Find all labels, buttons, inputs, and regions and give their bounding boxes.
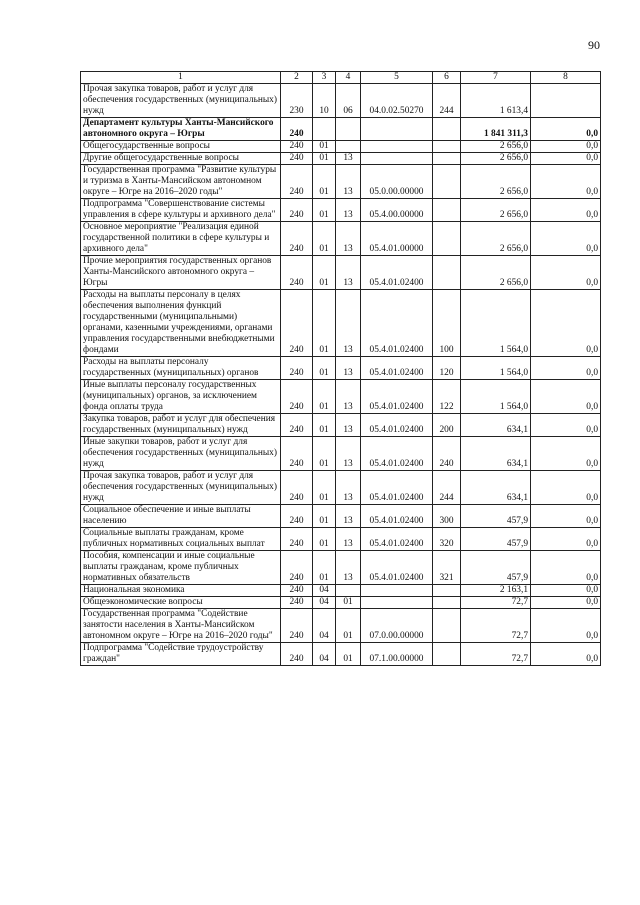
row-expense-type-cell — [433, 597, 461, 609]
row-subsection-cell: 13 — [336, 256, 361, 290]
row-expense-type-cell: 300 — [433, 505, 461, 528]
row-target-article-cell — [361, 118, 433, 141]
row-amount2-cell: 0,0 — [531, 505, 601, 528]
row-amount2-cell: 0,0 — [531, 597, 601, 609]
row-name-cell: Департамент культуры Ханты-Мансийского автономного округа – Югры — [81, 118, 281, 141]
row-subsection-cell: 13 — [336, 528, 361, 551]
row-expense-type-cell — [433, 222, 461, 256]
row-section-cell: 04 — [313, 609, 336, 643]
row-amount2-cell: 0,0 — [531, 357, 601, 380]
row-target-article-cell: 05.4.01.02400 — [361, 528, 433, 551]
row-amount-cell: 457,9 — [461, 505, 531, 528]
row-subsection-cell: 01 — [336, 597, 361, 609]
row-subsection-cell: 06 — [336, 84, 361, 118]
row-section-cell: 04 — [313, 597, 336, 609]
row-amount-cell: 2 656,0 — [461, 256, 531, 290]
row-amount-cell: 1 841 311,3 — [461, 118, 531, 141]
row-code-cell: 240 — [281, 551, 313, 585]
row-amount2-cell: 0,0 — [531, 380, 601, 414]
row-amount2-cell: 0,0 — [531, 199, 601, 222]
row-expense-type-cell: 320 — [433, 528, 461, 551]
row-name-cell: Прочая закупка товаров, работ и услуг для обеспечения государственных (муниципальных) нужд — [81, 471, 281, 505]
row-name-cell: Государственная программа "Развитие культуры и туризма в Ханты-Мансийском автономном округе – Югре на 2016–2020 годы" — [81, 165, 281, 199]
row-code-cell: 240 — [281, 471, 313, 505]
row-section-cell: 01 — [313, 256, 336, 290]
row-amount-cell: 1 613,4 — [461, 84, 531, 118]
row-name-cell: Основное мероприятие "Реализация единой государственной политики в сфере культуры и архивного дела" — [81, 222, 281, 256]
table-row — [81, 597, 601, 609]
row-subsection-cell: 13 — [336, 471, 361, 505]
column-header: 5 — [361, 72, 433, 84]
row-section-cell: 01 — [313, 551, 336, 585]
table-row — [81, 290, 601, 357]
row-expense-type-cell: 321 — [433, 551, 461, 585]
row-code-cell: 240 — [281, 505, 313, 528]
row-expense-type-cell — [433, 199, 461, 222]
row-section-cell: 01 — [313, 290, 336, 357]
row-section-cell — [313, 118, 336, 141]
row-expense-type-cell — [433, 165, 461, 199]
row-subsection-cell: 13 — [336, 505, 361, 528]
table-row — [81, 609, 601, 643]
row-section-cell: 01 — [313, 153, 336, 165]
row-amount2-cell: 0,0 — [531, 471, 601, 505]
row-code-cell: 240 — [281, 199, 313, 222]
row-target-article-cell — [361, 153, 433, 165]
row-name-cell: Национальная экономика — [81, 585, 281, 597]
row-code-cell: 240 — [281, 437, 313, 471]
row-amount-cell: 72,7 — [461, 609, 531, 643]
row-subsection-cell — [336, 585, 361, 597]
row-expense-type-cell — [433, 141, 461, 153]
column-header: 7 — [461, 72, 531, 84]
column-header: 4 — [336, 72, 361, 84]
row-amount2-cell: 0,0 — [531, 585, 601, 597]
row-target-article-cell: 05.4.01.02400 — [361, 437, 433, 471]
row-amount2-cell: 0,0 — [531, 118, 601, 141]
row-code-cell: 240 — [281, 585, 313, 597]
row-target-article-cell: 05.4.01.02400 — [361, 471, 433, 505]
row-target-article-cell: 05.4.01.02400 — [361, 414, 433, 437]
row-target-article-cell: 07.1.00.00000 — [361, 643, 433, 666]
row-amount-cell: 72,7 — [461, 643, 531, 666]
table-row — [81, 528, 601, 551]
row-amount-cell: 72,7 — [461, 597, 531, 609]
table-row — [81, 357, 601, 380]
row-amount-cell: 457,9 — [461, 528, 531, 551]
row-subsection-cell: 13 — [336, 357, 361, 380]
row-amount-cell: 1 564,0 — [461, 380, 531, 414]
row-amount-cell: 2 656,0 — [461, 153, 531, 165]
row-expense-type-cell: 120 — [433, 357, 461, 380]
row-name-cell: Закупка товаров, работ и услуг для обеспечения государственных (муниципальных) нужд — [81, 414, 281, 437]
row-section-cell: 04 — [313, 585, 336, 597]
row-subsection-cell: 13 — [336, 153, 361, 165]
row-code-cell: 240 — [281, 357, 313, 380]
table-row — [81, 141, 601, 153]
row-target-article-cell: 05.4.01.02400 — [361, 256, 433, 290]
column-header: 2 — [281, 72, 313, 84]
table-row — [81, 222, 601, 256]
row-code-cell: 240 — [281, 414, 313, 437]
table-row — [81, 437, 601, 471]
row-name-cell: Иные выплаты персоналу государственных (муниципальных) органов, за исключением фонда оплаты труда — [81, 380, 281, 414]
row-subsection-cell: 13 — [336, 551, 361, 585]
row-section-cell: 01 — [313, 528, 336, 551]
table-row — [81, 165, 601, 199]
row-amount-cell: 457,9 — [461, 551, 531, 585]
column-header: 3 — [313, 72, 336, 84]
row-name-cell: Прочие мероприятия государственных органов Ханты-Мансийского автономного округа – Югры — [81, 256, 281, 290]
row-target-article-cell: 05.4.01.02400 — [361, 357, 433, 380]
table-body — [81, 84, 601, 666]
row-amount-cell: 2 656,0 — [461, 222, 531, 256]
row-amount-cell: 634,1 — [461, 414, 531, 437]
table-row — [81, 643, 601, 666]
row-amount2-cell: 0,0 — [531, 290, 601, 357]
row-section-cell: 04 — [313, 643, 336, 666]
row-code-cell: 240 — [281, 528, 313, 551]
row-section-cell: 01 — [313, 165, 336, 199]
row-amount-cell: 1 564,0 — [461, 357, 531, 380]
row-amount-cell: 2 656,0 — [461, 165, 531, 199]
row-code-cell: 240 — [281, 118, 313, 141]
row-code-cell: 240 — [281, 153, 313, 165]
row-code-cell: 240 — [281, 222, 313, 256]
row-amount2-cell: 0,0 — [531, 437, 601, 471]
row-target-article-cell: 04.0.02.50270 — [361, 84, 433, 118]
budget-table — [80, 71, 601, 666]
row-expense-type-cell: 122 — [433, 380, 461, 414]
row-name-cell: Иные закупки товаров, работ и услуг для обеспечения государственных (муниципальных) нужд — [81, 437, 281, 471]
row-subsection-cell — [336, 141, 361, 153]
row-expense-type-cell — [433, 118, 461, 141]
row-amount-cell: 634,1 — [461, 437, 531, 471]
row-amount2-cell: 0,0 — [531, 256, 601, 290]
row-target-article-cell: 05.4.01.02400 — [361, 505, 433, 528]
row-amount-cell: 2 163,1 — [461, 585, 531, 597]
column-header: 8 — [531, 72, 601, 84]
row-expense-type-cell: 244 — [433, 471, 461, 505]
row-amount2-cell: 0,0 — [531, 165, 601, 199]
table-row — [81, 256, 601, 290]
page-number: 90 — [588, 38, 600, 52]
row-name-cell: Пособия, компенсации и иные социальные выплаты гражданам, кроме публичных нормативных обязательств — [81, 551, 281, 585]
row-code-cell: 240 — [281, 141, 313, 153]
row-code-cell: 240 — [281, 643, 313, 666]
table-row — [81, 505, 601, 528]
row-expense-type-cell: 244 — [433, 84, 461, 118]
table-row — [81, 84, 601, 118]
row-code-cell: 240 — [281, 609, 313, 643]
row-code-cell: 240 — [281, 165, 313, 199]
row-target-article-cell: 05.4.01.02400 — [361, 380, 433, 414]
row-expense-type-cell — [433, 256, 461, 290]
table-row — [81, 118, 601, 141]
row-target-article-cell — [361, 597, 433, 609]
table-row — [81, 551, 601, 585]
row-section-cell: 01 — [313, 222, 336, 256]
row-name-cell: Расходы на выплаты персоналу государственных (муниципальных) органов — [81, 357, 281, 380]
row-section-cell: 01 — [313, 199, 336, 222]
row-target-article-cell — [361, 141, 433, 153]
row-amount2-cell: 0,0 — [531, 414, 601, 437]
row-amount2-cell: 0,0 — [531, 643, 601, 666]
row-code-cell: 240 — [281, 597, 313, 609]
table-row — [81, 471, 601, 505]
row-subsection-cell: 13 — [336, 199, 361, 222]
row-expense-type-cell — [433, 153, 461, 165]
row-section-cell: 01 — [313, 141, 336, 153]
row-expense-type-cell — [433, 643, 461, 666]
row-section-cell: 01 — [313, 414, 336, 437]
row-amount2-cell — [531, 84, 601, 118]
row-name-cell: Социальные выплаты гражданам, кроме публичных нормативных социальных выплат — [81, 528, 281, 551]
table-row — [81, 199, 601, 222]
table-row — [81, 414, 601, 437]
row-name-cell: Подпрограмма "Совершенствование системы управления в сфере культуры и архивного дела" — [81, 199, 281, 222]
row-target-article-cell: 07.0.00.00000 — [361, 609, 433, 643]
row-target-article-cell: 05.4.01.02400 — [361, 551, 433, 585]
table-row — [81, 153, 601, 165]
row-target-article-cell: 05.0.00.00000 — [361, 165, 433, 199]
row-section-cell: 01 — [313, 357, 336, 380]
row-target-article-cell: 05.4.00.00000 — [361, 199, 433, 222]
row-expense-type-cell: 100 — [433, 290, 461, 357]
row-subsection-cell: 13 — [336, 380, 361, 414]
row-subsection-cell: 13 — [336, 165, 361, 199]
row-code-cell: 230 — [281, 84, 313, 118]
row-amount2-cell: 0,0 — [531, 141, 601, 153]
row-expense-type-cell — [433, 609, 461, 643]
row-name-cell: Государственная программа "Содействие занятости населения в Ханты-Мансийском автономном округе – Югре на 2016–2020 годы" — [81, 609, 281, 643]
row-amount-cell: 2 656,0 — [461, 141, 531, 153]
row-code-cell: 240 — [281, 380, 313, 414]
row-name-cell: Социальное обеспечение и иные выплаты населению — [81, 505, 281, 528]
row-name-cell: Другие общегосударственные вопросы — [81, 153, 281, 165]
row-expense-type-cell: 200 — [433, 414, 461, 437]
row-subsection-cell: 13 — [336, 222, 361, 256]
row-amount2-cell: 0,0 — [531, 153, 601, 165]
row-section-cell: 01 — [313, 471, 336, 505]
row-target-article-cell: 05.4.01.00000 — [361, 222, 433, 256]
table-row — [81, 585, 601, 597]
table-header-row — [81, 72, 601, 84]
row-name-cell: Расходы на выплаты персоналу в целях обеспечения выполнения функций государственными (муниципальными) органами, казенными учреждениями, органами управления государственными внебюджетными фондами — [81, 290, 281, 357]
row-amount-cell: 2 656,0 — [461, 199, 531, 222]
row-section-cell: 01 — [313, 437, 336, 471]
row-subsection-cell — [336, 118, 361, 141]
row-subsection-cell: 13 — [336, 290, 361, 357]
row-name-cell: Подпрограмма "Содействие трудоустройству граждан" — [81, 643, 281, 666]
row-section-cell: 01 — [313, 505, 336, 528]
row-section-cell: 01 — [313, 380, 336, 414]
row-amount2-cell: 0,0 — [531, 528, 601, 551]
row-amount2-cell: 0,0 — [531, 609, 601, 643]
row-amount-cell: 634,1 — [461, 471, 531, 505]
row-target-article-cell — [361, 585, 433, 597]
row-name-cell: Общегосударственные вопросы — [81, 141, 281, 153]
row-name-cell: Общеэкономические вопросы — [81, 597, 281, 609]
row-amount2-cell: 0,0 — [531, 551, 601, 585]
row-name-cell: Прочая закупка товаров, работ и услуг для обеспечения государственных (муниципальных) нужд — [81, 84, 281, 118]
column-header: 6 — [433, 72, 461, 84]
row-subsection-cell: 13 — [336, 437, 361, 471]
row-target-article-cell: 05.4.01.02400 — [361, 290, 433, 357]
row-code-cell: 240 — [281, 290, 313, 357]
column-header: 1 — [81, 72, 281, 84]
row-subsection-cell: 13 — [336, 414, 361, 437]
row-expense-type-cell — [433, 585, 461, 597]
row-expense-type-cell: 240 — [433, 437, 461, 471]
row-amount-cell: 1 564,0 — [461, 290, 531, 357]
row-subsection-cell: 01 — [336, 609, 361, 643]
row-subsection-cell: 01 — [336, 643, 361, 666]
row-section-cell: 10 — [313, 84, 336, 118]
table-row — [81, 380, 601, 414]
row-code-cell: 240 — [281, 256, 313, 290]
row-amount2-cell: 0,0 — [531, 222, 601, 256]
